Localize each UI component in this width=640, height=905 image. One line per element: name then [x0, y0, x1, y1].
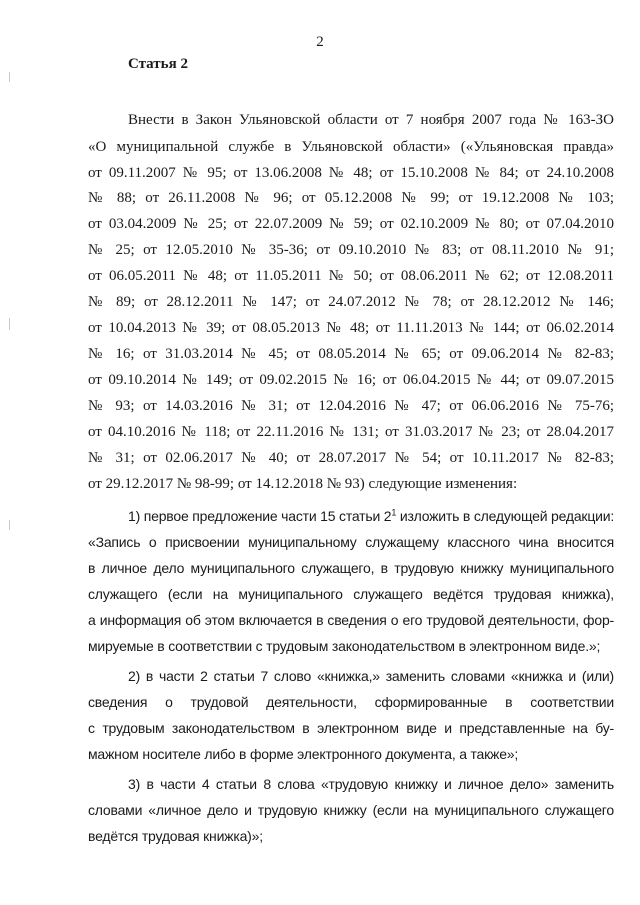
- item1-line: мируемые в соответствии с трудовым законодательством в электронном виде.»;: [88, 638, 601, 654]
- intro-line: № 16; от 31.03.2014 № 45; от 08.05.2014 № 65; от 09.06.2014 № 82-83;: [88, 346, 614, 362]
- item3-line: 3) в части 4 статьи 8 слова «трудовую книжку и личное дело» заменить: [128, 776, 614, 792]
- intro-line: от 04.10.2016 № 118; от 22.11.2016 № 131; от 31.03.2017 № 23; от 28.04.2017: [88, 424, 614, 440]
- item2-line: мажном носителе либо в форме электронного документа, а также»;: [88, 746, 519, 762]
- item2-line: с трудовым законодательством в электронном виде и представленные на бу-: [88, 720, 614, 736]
- item1-lead: [128, 508, 614, 524]
- intro-line: от 06.05.2011 № 48; от 11.05.2011 № 50; от 08.06.2011 № 62; от 12.08.2011: [88, 268, 614, 284]
- item2-line: сведения о трудовой деятельности, сформированные в соответствии: [88, 694, 614, 710]
- scan-margin-mark: [9, 520, 10, 530]
- item3-line: словами «личное дело и трудовую книжку (если на муниципального служащего: [88, 802, 614, 818]
- intro-line: Внести в Закон Ульяновской области от 7 ноября 2007 года № 163-ЗО: [128, 112, 614, 128]
- item3-line: ведётся трудовая книжка)»;: [88, 828, 263, 844]
- intro-line: № 31; от 02.06.2017 № 40; от 28.07.2017 № 54; от 10.11.2017 № 82-83;: [88, 450, 614, 466]
- intro-line: от 09.10.2014 № 149; от 09.02.2015 № 16; от 06.04.2015 № 44; от 09.07.2015: [88, 372, 614, 388]
- item1-lead-tail: изложить в следующей редакции:: [396, 508, 615, 524]
- intro-line: № 25; от 12.05.2010 № 35-36; от 09.10.2010 № 83; от 08.11.2010 № 91;: [88, 242, 614, 258]
- page-number: 2: [316, 34, 324, 50]
- intro-line: от 29.12.2017 № 98-99; от 14.12.2018 № 93) следующие изменения:: [88, 476, 518, 492]
- scan-margin-mark: [9, 72, 10, 82]
- intro-line: № 93; от 14.03.2016 № 31; от 12.04.2016 № 47; от 06.06.2016 № 75-76;: [88, 398, 614, 414]
- item1-lead-text: 1) первое предложение части 15 статьи 2: [128, 508, 392, 524]
- intro-line: от 03.04.2009 № 25; от 22.07.2009 № 59; от 02.10.2009 № 80; от 07.04.2010: [88, 216, 614, 232]
- item1-line: служащего (если на муниципального служащего ведётся трудовая книжка),: [88, 586, 614, 602]
- item2-line: 2) в части 2 статьи 7 слово «книжка,» заменить словами «книжка и (или): [128, 668, 614, 684]
- intro-line: от 09.11.2007 № 95; от 13.06.2008 № 48; от 15.10.2008 № 84; от 24.10.2008: [88, 165, 614, 181]
- scan-margin-mark: [9, 318, 10, 330]
- item1-lead-sup: 1: [391, 507, 397, 518]
- item1-line: «Запись о присвоении муниципальному служащему классного чина вносится: [88, 534, 614, 550]
- item1-line: в личное дело муниципального служащего, в трудовую книжку муниципального: [88, 560, 614, 576]
- item1-line: а информация об этом включается в сведения о его трудовой деятельности, фор-: [88, 612, 614, 628]
- intro-line: от 10.04.2013 № 39; от 08.05.2013 № 48; от 11.11.2013 № 144; от 06.02.2014: [88, 320, 614, 336]
- intro-line: «О муниципальной службе в Ульяновской области» («Ульяновская правда»: [88, 139, 614, 155]
- article-heading: Статья 2: [128, 56, 188, 72]
- intro-line: № 89; от 28.12.2011 № 147; от 24.07.2012 № 78; от 28.12.2012 № 146;: [88, 294, 614, 310]
- intro-line: № 88; от 26.11.2008 № 96; от 05.12.2008 № 99; от 19.12.2008 № 103;: [88, 190, 614, 206]
